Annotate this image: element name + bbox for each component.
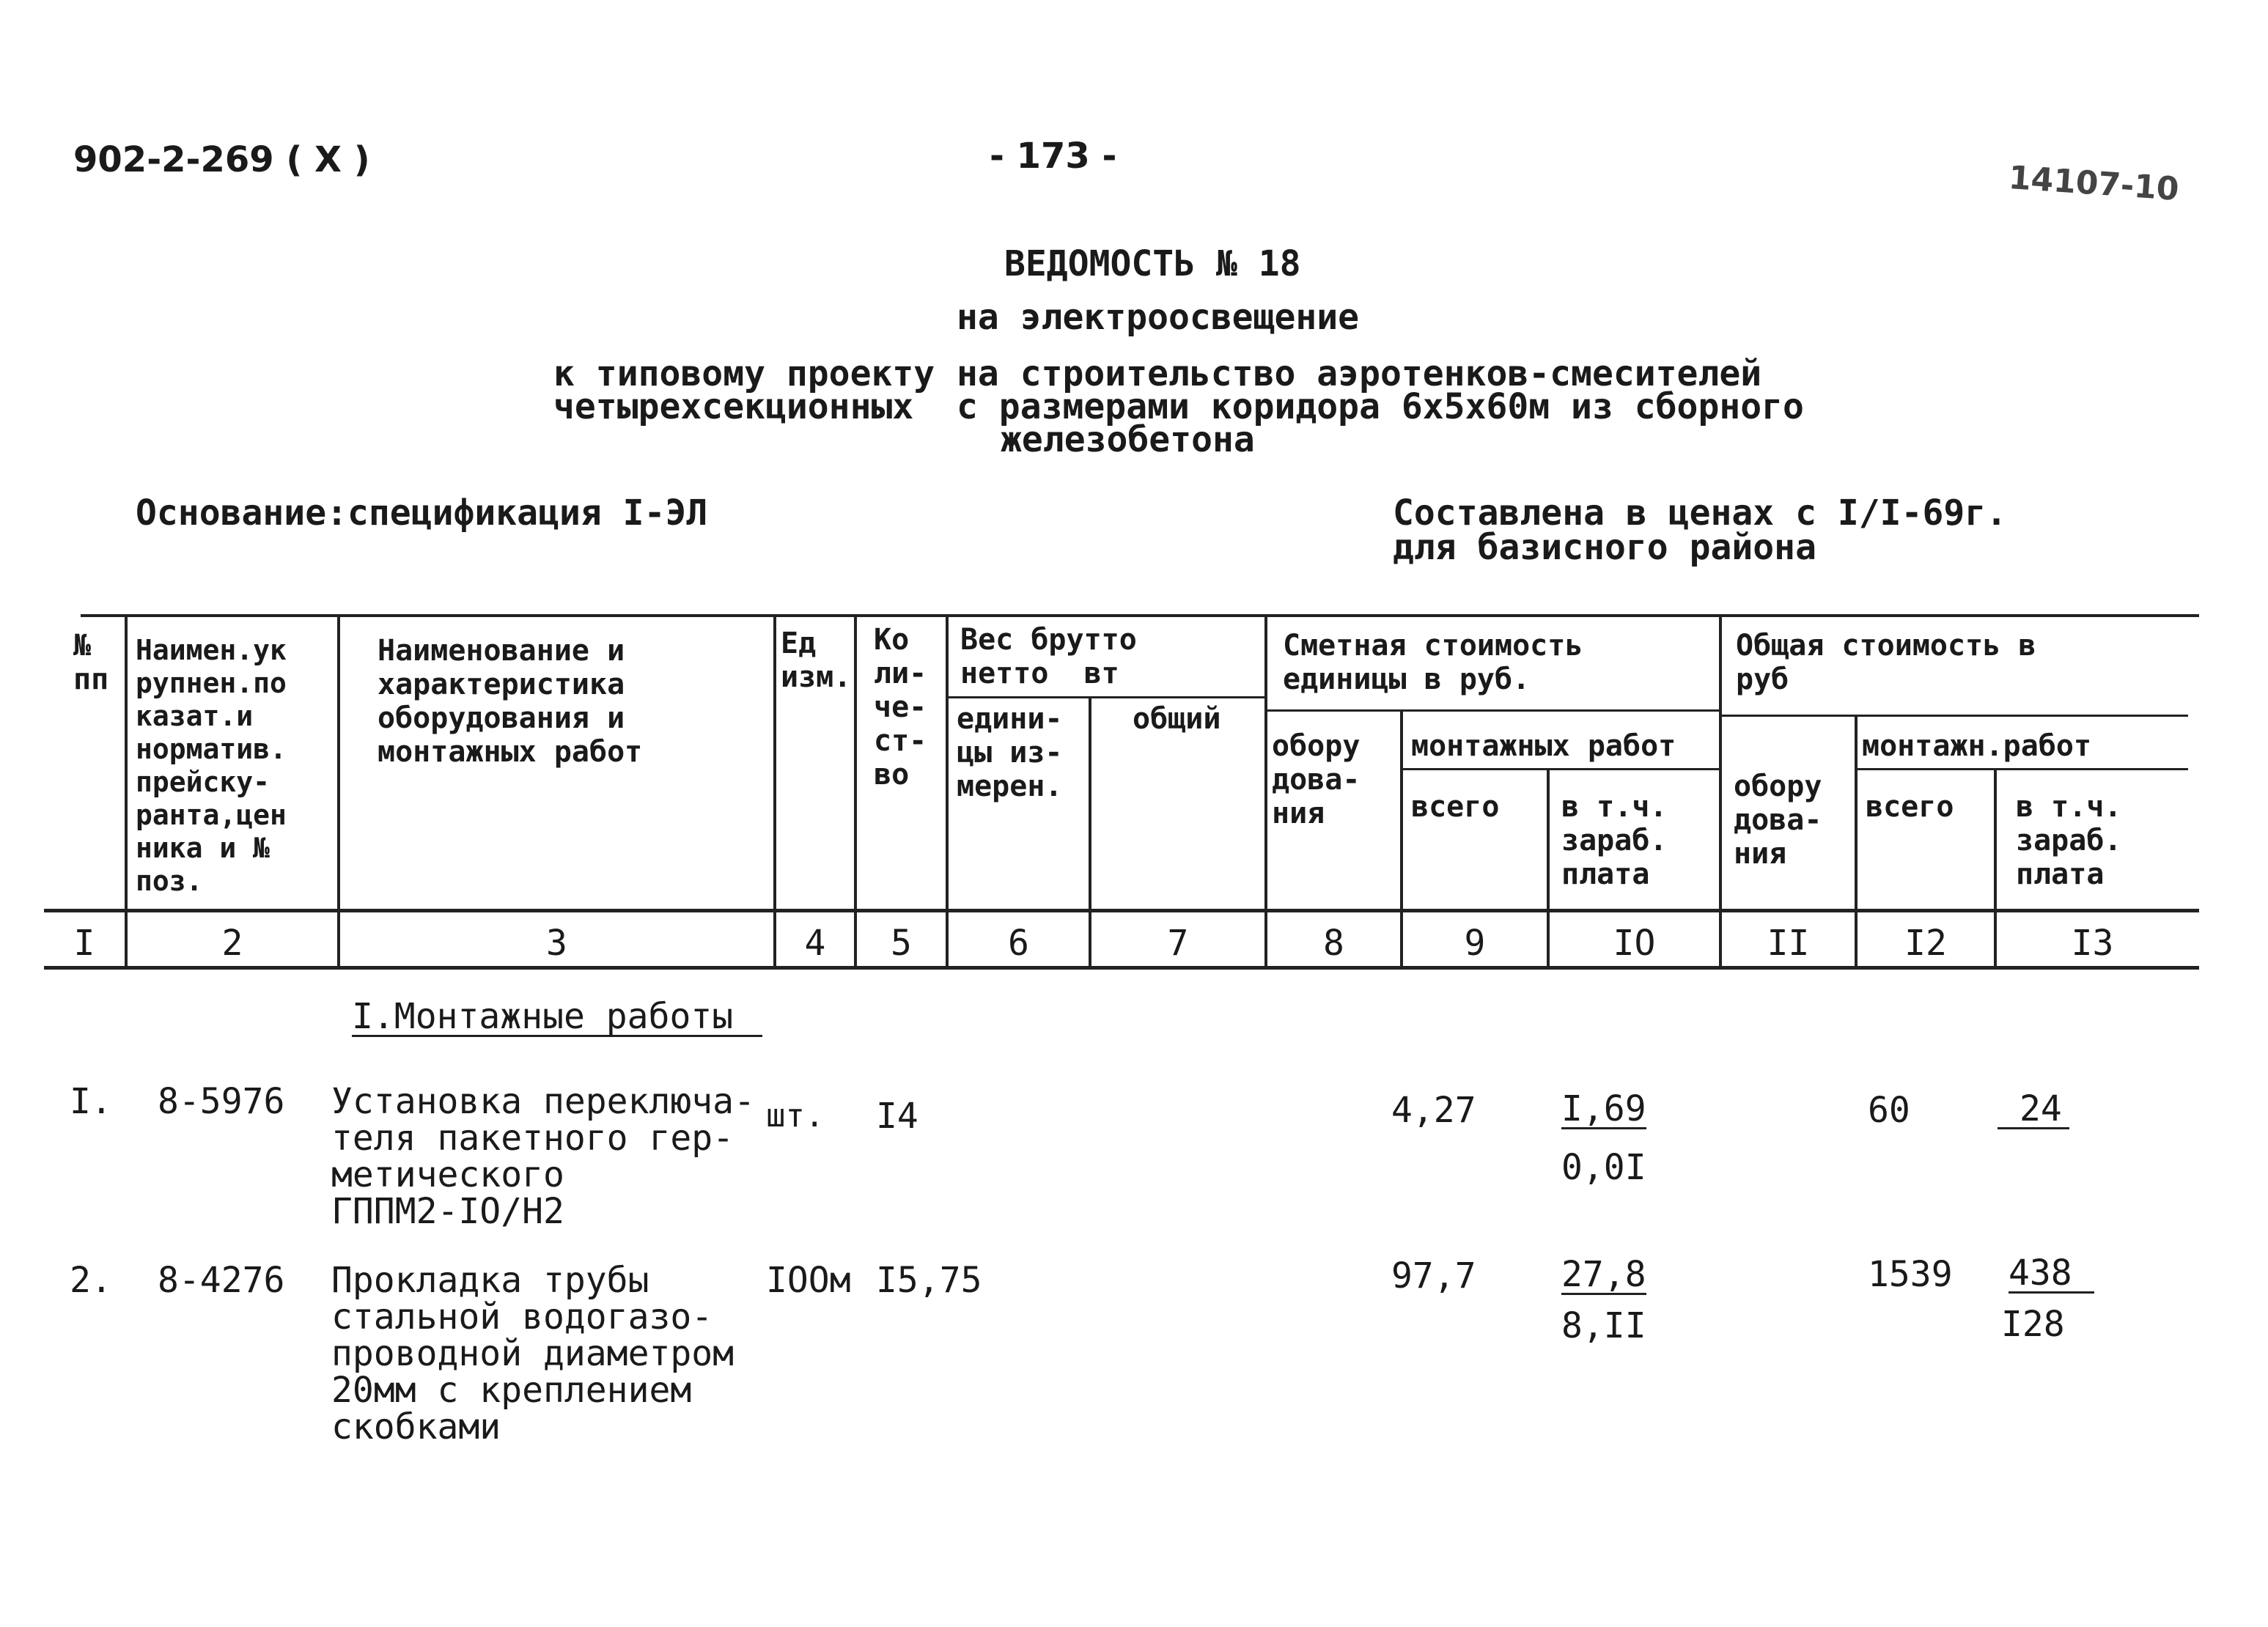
row-total-mount: 60 bbox=[1868, 1090, 1910, 1131]
row-unit-mount-total: 97,7 bbox=[1391, 1255, 1476, 1296]
unit-mount-group-divider bbox=[1400, 768, 1719, 770]
header-col-total-mount-wage: в т.ч. зараб. плата bbox=[2016, 790, 2122, 891]
column-number: 8 bbox=[1323, 923, 1344, 964]
row-quantity: I4 bbox=[876, 1096, 918, 1137]
header-col-total-mount-total: всего bbox=[1866, 790, 1954, 824]
table-numbers-bottom-border bbox=[44, 966, 2199, 970]
col-divider-3 bbox=[773, 616, 776, 967]
statement-project-line1: на строительство аэротенков-смесителей bbox=[957, 353, 1762, 394]
table-header-bottom-border bbox=[44, 909, 2199, 912]
document-code: 902-2-269 ( X ) bbox=[73, 139, 370, 180]
archive-stamp: 14107-10 bbox=[2007, 158, 2181, 209]
col-divider-4 bbox=[854, 616, 857, 967]
row-number: I. bbox=[70, 1081, 112, 1122]
row-total-wage-secondary: I28 bbox=[2001, 1304, 2065, 1345]
section-title: I.Монтажные работы bbox=[352, 998, 762, 1037]
header-weight-group: Вес брутто нетто вт bbox=[960, 623, 1137, 690]
row-total-wage: 24 bbox=[1998, 1091, 2069, 1129]
column-number: I bbox=[73, 923, 95, 964]
row-name: Установка переключа- теля пакетного гер- метического ГППМ2-IO/Н2 bbox=[331, 1081, 755, 1232]
row-name: Прокладка трубы стальной водогазо- проводной диаметром 20мм с креплением скобками bbox=[331, 1260, 734, 1447]
row-unit-mount-wage-secondary: 0,0I bbox=[1561, 1147, 1646, 1188]
statement-project-type: четырехсекционных bbox=[553, 386, 914, 427]
row-unit: IOOм bbox=[766, 1260, 851, 1301]
row-unit: шт. bbox=[766, 1097, 825, 1135]
statement-project-line2: с размерами коридора 6х5х60м из сборного bbox=[957, 386, 1804, 427]
header-unit-cost-group: Сметная стоимость единицы в руб. bbox=[1283, 629, 1583, 696]
row-unit-mount-total: 4,27 bbox=[1391, 1090, 1476, 1131]
header-col-unit: Ед изм. bbox=[781, 627, 852, 694]
header-col-total-equipment: обору дова- ния bbox=[1734, 770, 1822, 871]
row-number: 2. bbox=[70, 1260, 112, 1301]
header-col-weight-total: общий bbox=[1133, 702, 1221, 736]
column-number: I2 bbox=[1904, 923, 1947, 964]
row-code: 8-5976 bbox=[158, 1081, 285, 1122]
page-number: - 173 - bbox=[990, 136, 1117, 177]
header-col-unit-equipment: обору дова- ния bbox=[1272, 729, 1361, 830]
row-unit-mount-wage-secondary: 8,II bbox=[1561, 1305, 1646, 1346]
header-col-number: № пп bbox=[73, 629, 109, 696]
col-divider-10 bbox=[1719, 616, 1722, 967]
header-col-weight-unit: едини- цы из- мерен. bbox=[957, 702, 1063, 803]
header-col-quantity: Ко ли- че- ст- во bbox=[874, 623, 927, 792]
column-number: 2 bbox=[221, 923, 243, 964]
column-number: 7 bbox=[1167, 923, 1189, 964]
column-number: II bbox=[1767, 923, 1810, 964]
row-total-mount: 1539 bbox=[1868, 1254, 1953, 1295]
header-col-unit-mount-wage: в т.ч. зараб. плата bbox=[1561, 790, 1668, 891]
col-divider-7 bbox=[1264, 616, 1267, 967]
row-unit-mount-wage: 27,8 bbox=[1561, 1254, 1646, 1295]
unit-cost-group-divider bbox=[1264, 709, 1719, 712]
row-code: 8-4276 bbox=[158, 1260, 285, 1301]
row-quantity: I5,75 bbox=[876, 1260, 982, 1301]
col-divider-5 bbox=[946, 616, 949, 967]
header-total-cost-group: Общая стоимость в руб bbox=[1736, 629, 2036, 696]
header-col-code: Наимен.ук рупнен.по казат.и норматив. прейску- ранта,цен ника и № поз. bbox=[136, 634, 287, 897]
column-number: 6 bbox=[1008, 923, 1029, 964]
header-unit-mount-group: монтажных работ bbox=[1411, 729, 1676, 763]
weight-group-divider bbox=[946, 696, 1264, 698]
column-number: 9 bbox=[1464, 923, 1486, 964]
col-divider-2 bbox=[337, 616, 340, 967]
statement-project-line3: железобетона bbox=[1001, 419, 1255, 460]
table-top-border bbox=[81, 614, 2199, 617]
total-mount-group-divider bbox=[1855, 768, 2188, 770]
header-total-mount-group: монтажн.работ bbox=[1862, 729, 2092, 763]
column-number: 3 bbox=[546, 923, 567, 964]
column-number: 5 bbox=[891, 923, 912, 964]
total-cost-group-divider bbox=[1719, 715, 2188, 717]
prices-date: Составлена в ценах с I/I-69г. bbox=[1393, 492, 2008, 534]
row-unit-mount-wage: I,69 bbox=[1561, 1088, 1646, 1129]
col-divider-1 bbox=[125, 616, 128, 967]
header-col-name: Наименование и характеристика оборудования и монтажных работ bbox=[378, 634, 643, 769]
column-number: IO bbox=[1613, 923, 1656, 964]
basis-specification: Основание:спецификация I-ЭЛ bbox=[136, 492, 708, 534]
statement-project-prefix: к типовому проекту bbox=[553, 353, 935, 394]
statement-subject: на электроосвещение bbox=[957, 297, 1360, 338]
header-col-unit-mount-total: всего bbox=[1411, 790, 1500, 824]
column-number: 4 bbox=[804, 923, 826, 964]
column-number: I3 bbox=[2071, 923, 2114, 964]
row-total-wage: 438 bbox=[2009, 1255, 2094, 1294]
prices-region: для базисного района bbox=[1393, 527, 1816, 568]
statement-title: ВЕДОМОСТЬ № 18 bbox=[1004, 243, 1301, 284]
